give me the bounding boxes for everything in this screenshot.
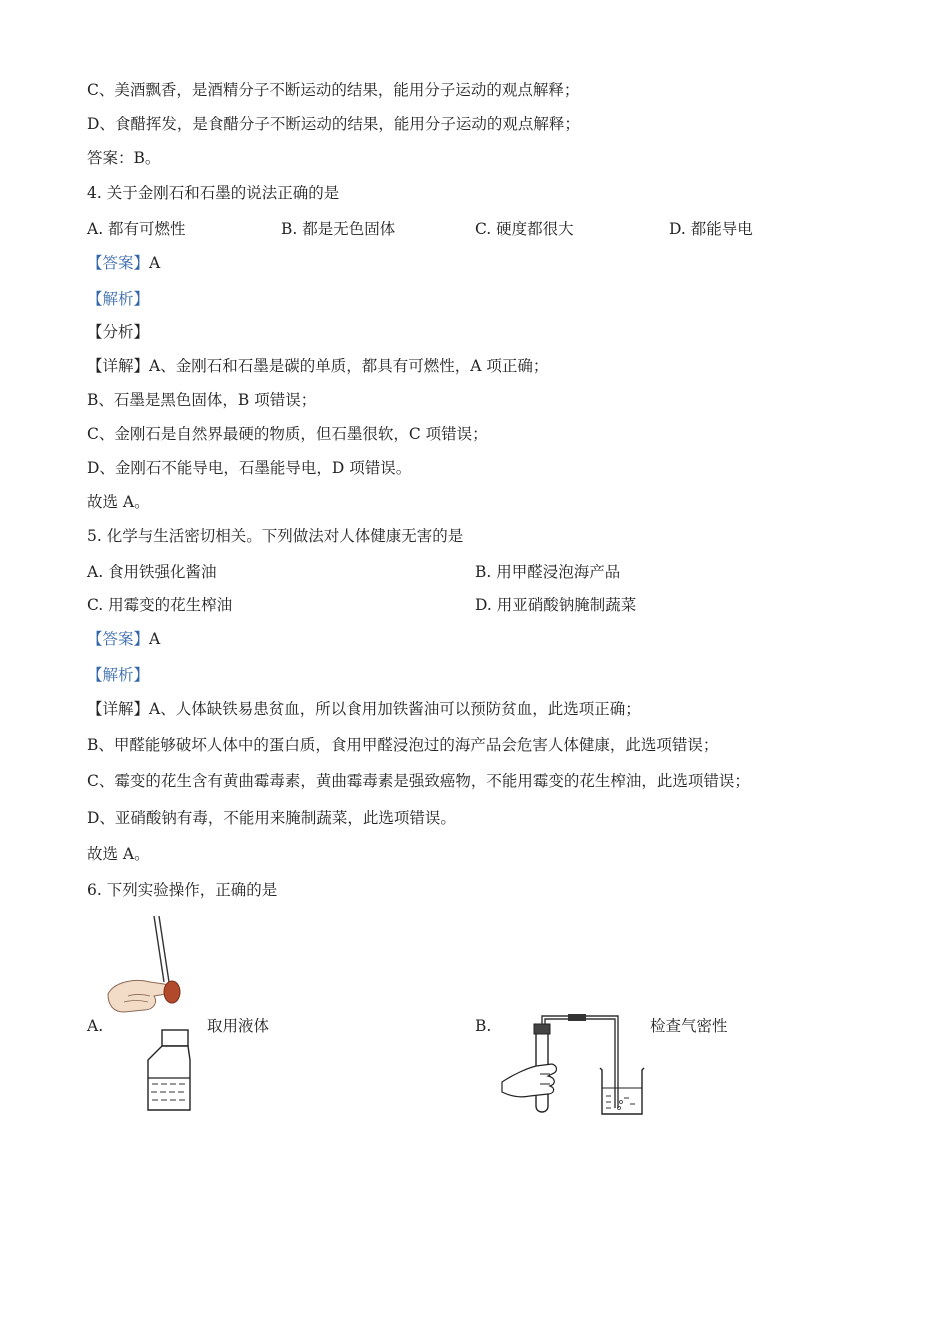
q4-conclusion: 故选 A。 [87,493,150,511]
q4-detail-c: C、金刚石是自然界最硬的物质，但石墨很软，C 项错误； [87,425,488,443]
q4-answer-tag: 【答案】 [87,254,150,272]
hand-icon [108,981,170,1013]
q4-answer-line [87,253,160,273]
hand-icon [502,1064,557,1097]
q4-fenxi-tag: 【分析】 [87,323,150,341]
q5-option-c: C. 用霉变的花生榨油 [87,596,233,614]
q6-stem: 6. 下列实验操作，正确的是 [87,881,278,899]
q5-detail-d: D、亚硝酸钠有毒，不能用来腌制蔬菜，此选项错误。 [87,809,456,827]
q5-analysis-tag: 【解析】 [87,666,150,684]
q5-option-b: B. 用甲醛浸泡海产品 [475,563,621,581]
q6-option-a-label: 取用液体 [207,1017,270,1035]
q5-detail-a-line [87,699,641,719]
q4-option-b: B. 都是无色固体 [281,220,396,238]
q4-detail-d: D、金刚石不能导电，石墨能导电，D 项错误。 [87,459,412,477]
q4-analysis-tag: 【解析】 [87,290,150,308]
q5-answer-value: A [149,630,161,648]
q4-option-d: D. 都能导电 [669,220,753,238]
q4-detail-a: A、金刚石和石墨是碳的单质，都具有可燃性，A 项正确； [149,357,549,375]
q5-answer-tag: 【答案】 [87,630,150,648]
q5-detail-tag: 【详解】 [87,700,150,718]
q4-stem: 4. 关于金刚石和石墨的说法正确的是 [87,184,340,202]
dropper-bottle-figure [104,912,214,1117]
q5-option-a: A. 食用铁强化酱油 [87,563,217,581]
q3-answer: 答案：B。 [87,149,161,167]
q4-detail-b: B、石墨是黑色固体，B 项错误； [87,391,317,409]
q4-option-c: C. 硬度都很大 [475,220,574,238]
q5-detail-a: A、人体缺铁易患贫血，所以食用加铁酱油可以预防贫血，此选项正确； [149,700,641,718]
q6-option-b-label: 检查气密性 [650,1017,728,1035]
q5-option-d: D. 用亚硝酸钠腌制蔬菜 [475,596,637,614]
q4-option-a: A. 都有可燃性 [87,220,186,238]
dropper-tube [154,916,164,982]
q3-option-d-explanation: D、食醋挥发，是食醋分子不断运动的结果，能用分子运动的观点解释； [87,115,580,133]
airtightness-figure [500,1008,648,1120]
q5-stem: 5. 化学与生活密切相关。下列做法对人体健康无害的是 [87,527,464,545]
q5-conclusion: 故选 A。 [87,845,150,863]
q6-option-a-letter: A. [87,1017,104,1035]
q4-detail-tag: 【详解】 [87,357,150,375]
q4-detail-a-line [87,356,548,376]
q5-answer-line [87,629,160,649]
q3-option-c-explanation: C、美酒飘香，是酒精分子不断运动的结果，能用分子运动的观点解释； [87,81,580,99]
q4-answer-value: A [149,254,161,272]
q5-detail-b: B、甲醛能够破坏人体中的蛋白质，食用甲醛浸泡过的海产品会危害人体健康，此选项错误； [87,736,719,754]
q6-option-b-letter: B. [475,1017,492,1035]
rubber-bulb [164,981,180,1003]
q5-detail-c: C、霉变的花生含有黄曲霉毒素，黄曲霉毒素是强致癌物，不能用霉变的花生榨油，此选项错误； [87,772,750,790]
reagent-bottle [148,1030,190,1110]
delivery-tube [542,1014,618,1108]
beaker [600,1068,644,1114]
